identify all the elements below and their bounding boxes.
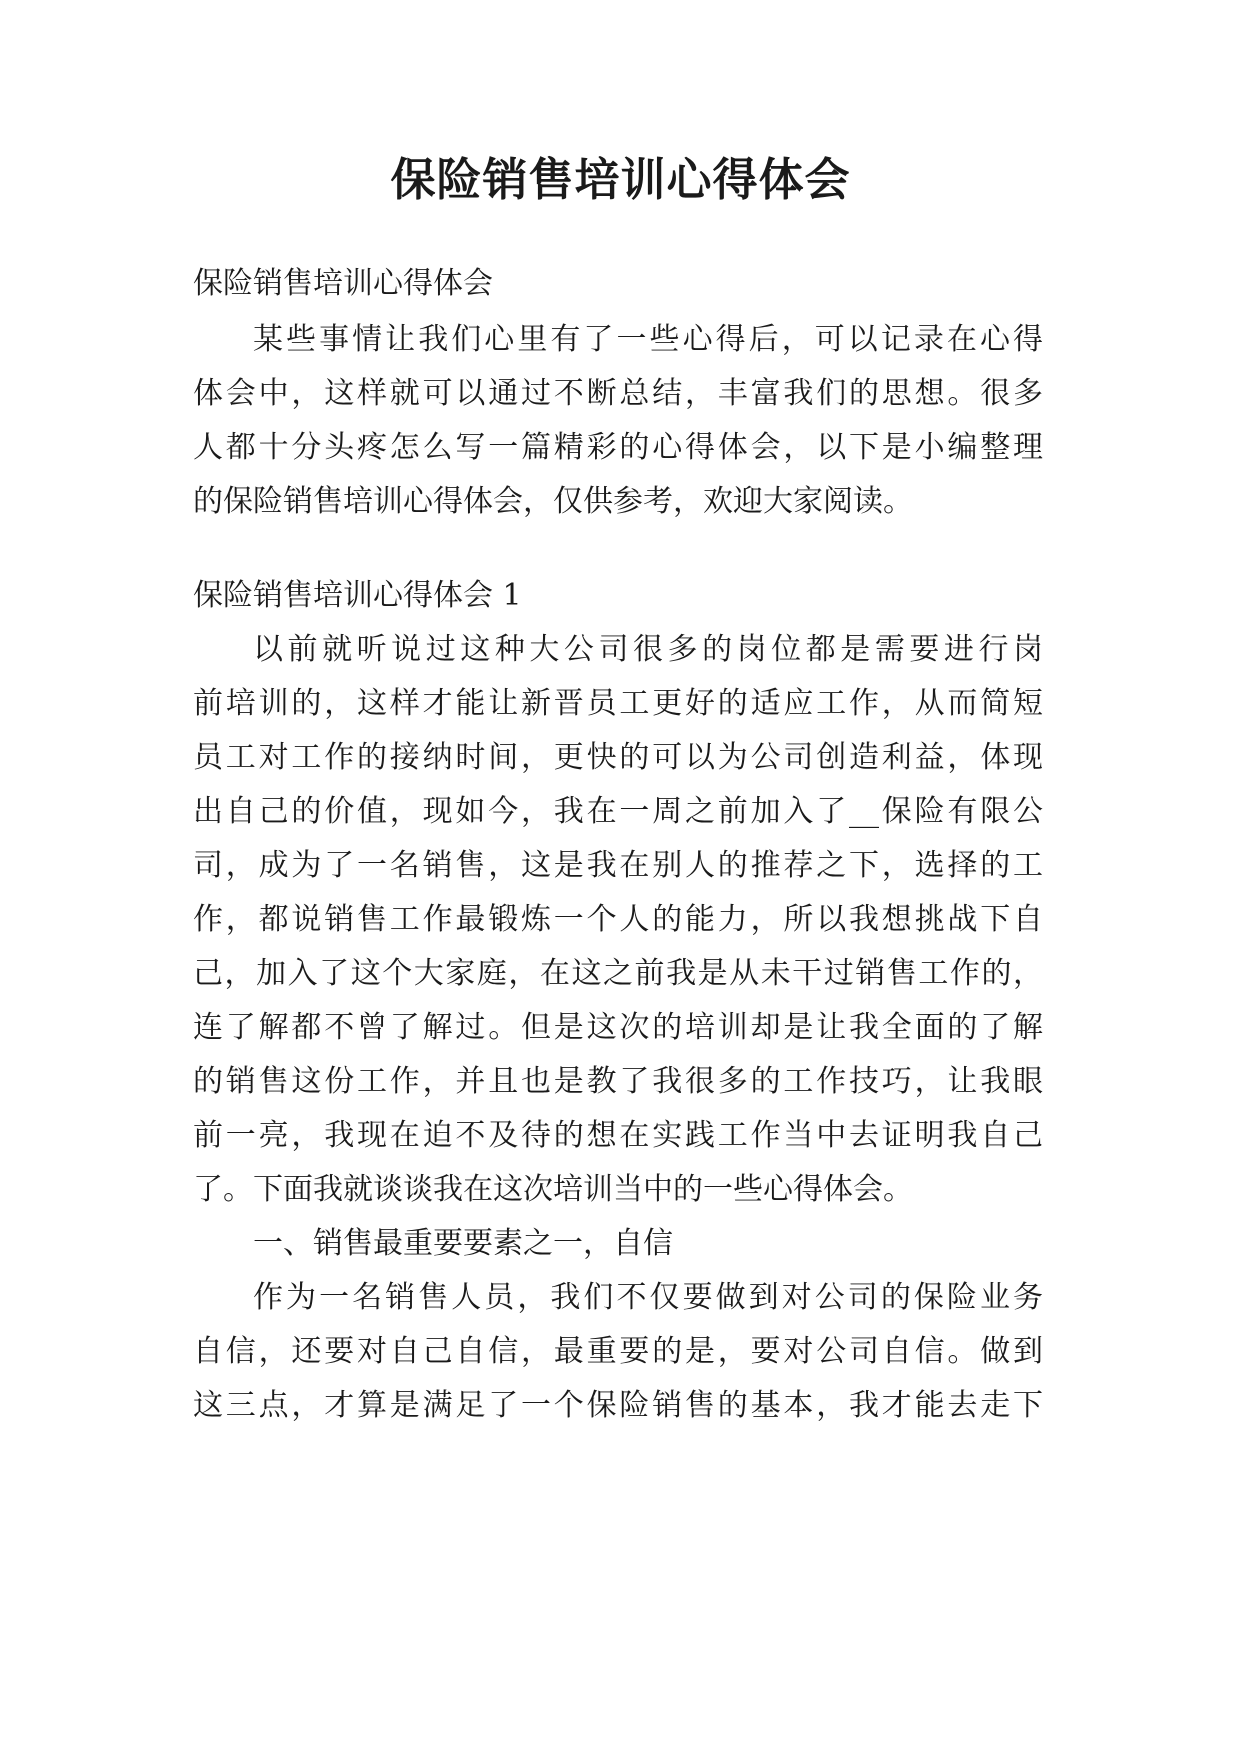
body-line: 了。下面我就谈谈我在这次培训当中的一些心得体会。: [193, 1172, 913, 1207]
body-line: 司，成为了一名销售，这是我在别人的推荐之下，选择的工: [193, 848, 1043, 883]
section-heading: 保险销售培训心得体会 1: [193, 578, 522, 613]
body-line: 以前就听说过这种大公司很多的岗位都是需要进行岗: [253, 632, 1043, 667]
point-line: 这三点，才算是满足了一个保险销售的基本，我才能去走下: [193, 1388, 1043, 1423]
body-line: 前一亮，我现在迫不及待的想在实践工作当中去证明我自己: [193, 1118, 1043, 1153]
point-line: 作为一名销售人员，我们不仅要做到对公司的保险业务: [253, 1280, 1043, 1315]
intro-line: 人都十分头疼怎么写一篇精彩的心得体会，以下是小编整理: [193, 430, 1043, 465]
body-line: 己，加入了这个大家庭，在这之前我是从未干过销售工作的，: [193, 956, 1043, 991]
document-title: 保险销售培训心得体会: [390, 153, 851, 206]
body-line: 作，都说销售工作最锻炼一个人的能力，所以我想挑战下自: [193, 902, 1043, 937]
intro-line: 体会中，这样就可以通过不断总结，丰富我们的思想。很多: [193, 376, 1043, 411]
point-line: 自信，还要对自己自信，最重要的是，要对公司自信。做到: [193, 1334, 1043, 1369]
body-line: 员工对工作的接纳时间，更快的可以为公司创造利益，体现: [193, 740, 1043, 775]
intro-line: 的保险销售培训心得体会，仅供参考，欢迎大家阅读。: [193, 484, 913, 519]
body-line: 的销售这份工作，并且也是教了我很多的工作技巧，让我眼: [193, 1064, 1043, 1099]
body-line: 前培训的，这样才能让新晋员工更好的适应工作，从而简短: [193, 686, 1043, 721]
body-line: 出自己的价值，现如今，我在一周之前加入了__保险有限公: [193, 794, 1043, 829]
body-line: 连了解都不曾了解过。但是这次的培训却是让我全面的了解: [193, 1010, 1043, 1045]
document-subtitle: 保险销售培训心得体会: [193, 266, 493, 301]
intro-line: 某些事情让我们心里有了一些心得后，可以记录在心得: [253, 322, 1043, 357]
point-heading: 一、销售最重要要素之一，自信: [253, 1226, 673, 1261]
